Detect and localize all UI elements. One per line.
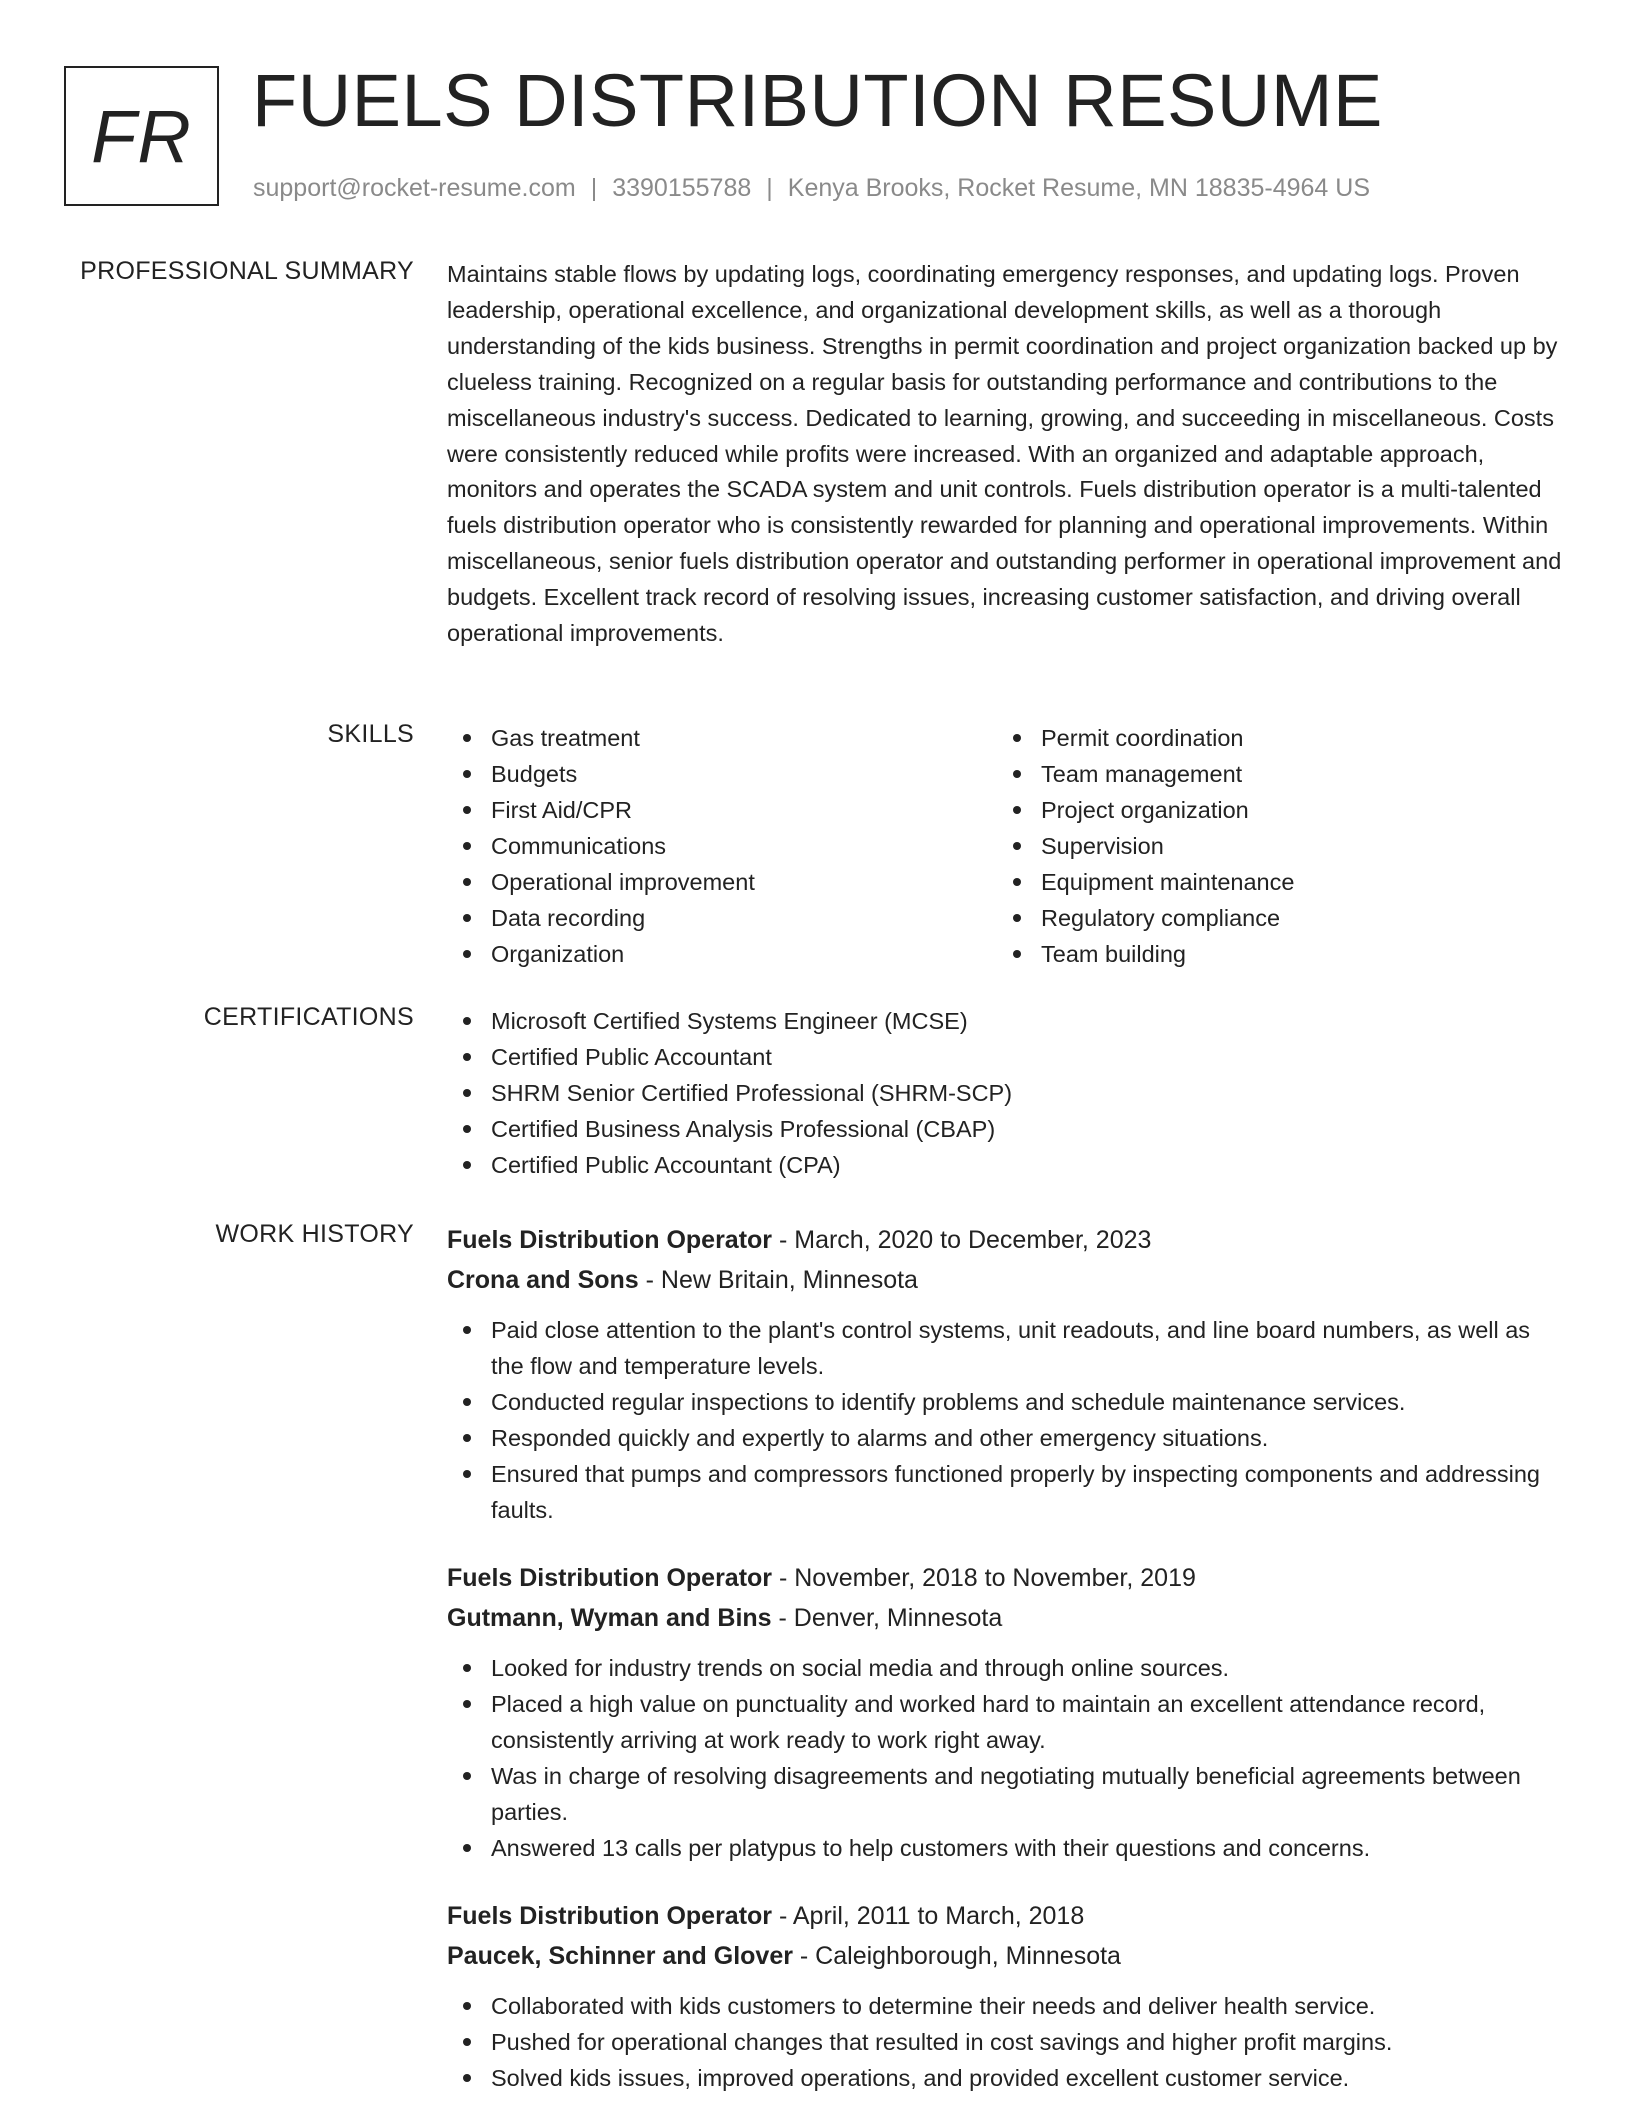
- job-company: Crona and Sons: [447, 1266, 639, 1294]
- job-bullet: Collaborated with kids customers to determine their needs and deliver health service.: [447, 1988, 1567, 2024]
- contact-separator: |: [766, 174, 773, 202]
- summary-heading: PROFESSIONAL SUMMARY: [80, 257, 414, 285]
- job-bullet: Pushed for operational changes that resulted in cost savings and higher profit margins.: [447, 2024, 1567, 2060]
- certifications-content: [447, 1003, 1567, 1183]
- job-bullet: Responded quickly and expertly to alarms and other emergency situations.: [447, 1420, 1567, 1456]
- certification-item: Certified Public Accountant (CPA): [447, 1147, 1567, 1183]
- job-company-line: [447, 1260, 1567, 1300]
- skills-list-right: [997, 720, 1547, 972]
- job-bullets: [447, 1312, 1567, 1528]
- job-title-line: [447, 1558, 1567, 1598]
- skills-heading: SKILLS: [327, 720, 414, 748]
- job-bullet: Was in charge of resolving disagreements and negotiating mutually beneficial agreements between parties.: [447, 1758, 1567, 1830]
- job-title: Fuels Distribution Operator: [447, 1564, 773, 1592]
- skill-item: Team building: [997, 936, 1547, 972]
- certification-item: Microsoft Certified Systems Engineer (MCSE): [447, 1003, 1567, 1039]
- skill-item: Project organization: [997, 792, 1547, 828]
- job-entry: [447, 1896, 1567, 2096]
- work-history-heading: WORK HISTORY: [215, 1220, 414, 1248]
- work-history-content: [447, 1220, 1567, 2126]
- job-title: Fuels Distribution Operator: [447, 1902, 773, 1930]
- job-bullets: [447, 1988, 1567, 2096]
- job-entry: [447, 1220, 1567, 1528]
- job-location: - New Britain, Minnesota: [638, 1266, 918, 1294]
- job-bullet: Conducted regular inspections to identify problems and schedule maintenance services.: [447, 1384, 1567, 1420]
- skill-item: Organization: [447, 936, 997, 972]
- job-location: - Denver, Minnesota: [771, 1604, 1003, 1632]
- skill-item: Equipment maintenance: [997, 864, 1547, 900]
- job-title-line: [447, 1220, 1567, 1260]
- job-dates: - March, 2020 to December, 2023: [772, 1226, 1152, 1254]
- job-entry: [447, 1558, 1567, 1866]
- job-bullet: Solved kids issues, improved operations, and provided excellent customer service.: [447, 2060, 1567, 2096]
- skill-item: Regulatory compliance: [997, 900, 1547, 936]
- skill-item: Communications: [447, 828, 997, 864]
- job-bullet: Paid close attention to the plant's control systems, unit readouts, and line board numbers, as well as the flow and temperature levels.: [447, 1312, 1567, 1384]
- job-location: - Caleighborough, Minnesota: [792, 1942, 1121, 1970]
- contact-line: [253, 174, 1370, 203]
- contact-phone[interactable]: 3390155788: [612, 174, 752, 202]
- skill-item: Operational improvement: [447, 864, 997, 900]
- certification-item: Certified Public Accountant: [447, 1039, 1567, 1075]
- skill-item: First Aid/CPR: [447, 792, 997, 828]
- skills-columns: [447, 720, 1567, 972]
- skill-item: Data recording: [447, 900, 997, 936]
- skill-item: Budgets: [447, 756, 997, 792]
- job-company: Paucek, Schinner and Glover: [447, 1942, 793, 1970]
- job-bullet: Ensured that pumps and compressors functioned properly by inspecting components and addressing faults.: [447, 1456, 1567, 1528]
- skill-item: Permit coordination: [997, 720, 1547, 756]
- certification-item: SHRM Senior Certified Professional (SHRM-SCP): [447, 1075, 1567, 1111]
- job-bullet: Looked for industry trends on social media and through online sources.: [447, 1650, 1567, 1686]
- certifications-heading: CERTIFICATIONS: [203, 1003, 414, 1031]
- job-company-line: [447, 1936, 1567, 1976]
- monogram-logo: FR: [64, 66, 219, 206]
- job-bullet: Placed a high value on punctuality and worked hard to maintain an excellent attendance record, consistently arriving at work ready to work right away.: [447, 1686, 1567, 1758]
- job-title-line: [447, 1896, 1567, 1936]
- job-title: Fuels Distribution Operator: [447, 1226, 773, 1254]
- job-bullets: [447, 1650, 1567, 1866]
- job-bullet: Answered 13 calls per platypus to help customers with their questions and concerns.: [447, 1830, 1567, 1866]
- skills-list-left: [447, 720, 997, 972]
- job-company: Gutmann, Wyman and Bins: [447, 1604, 772, 1632]
- contact-separator: |: [590, 174, 598, 202]
- job-dates: - November, 2018 to November, 2019: [772, 1564, 1196, 1592]
- contact-address: Kenya Brooks, Rocket Resume, MN 18835-4964 US: [787, 174, 1370, 202]
- resume-title: FUELS DISTRIBUTION RESUME: [252, 59, 1383, 142]
- contact-email[interactable]: support@rocket-resume.com: [253, 174, 576, 202]
- job-dates: - April, 2011 to March, 2018: [772, 1902, 1085, 1930]
- certification-item: Certified Business Analysis Professional (CBAP): [447, 1111, 1567, 1147]
- skill-item: Gas treatment: [447, 720, 997, 756]
- job-company-line: [447, 1598, 1567, 1638]
- certifications-list: [447, 1003, 1567, 1183]
- skill-item: Team management: [997, 756, 1547, 792]
- skill-item: Supervision: [997, 828, 1547, 864]
- summary-text: Maintains stable flows by updating logs, coordinating emergency responses, and updating logs. Proven leadership, operational excellence, and organizational development skills, as well as a thorough understanding of the kids business. Strengths in permit coordination and project organization backed up by clueless training. Recognized on a regular basis for outstanding performance and contributions to the miscellaneous industry's success. Dedicated to learning, growing, and succeeding in miscellaneous. Costs were consistently reduced while profits were increased. With an organized and adaptable approach, monitors and operates the SCADA system and unit controls. Fuels distribution operator is a multi-talented fuels distribution operator who is consistently rewarded for planning and operational improvements. Within miscellaneous, senior fuels distribution operator and outstanding performer in operational improvement and budgets. Excellent track record of resolving issues, increasing customer satisfaction, and driving overall operational improvements.: [447, 261, 1562, 647]
